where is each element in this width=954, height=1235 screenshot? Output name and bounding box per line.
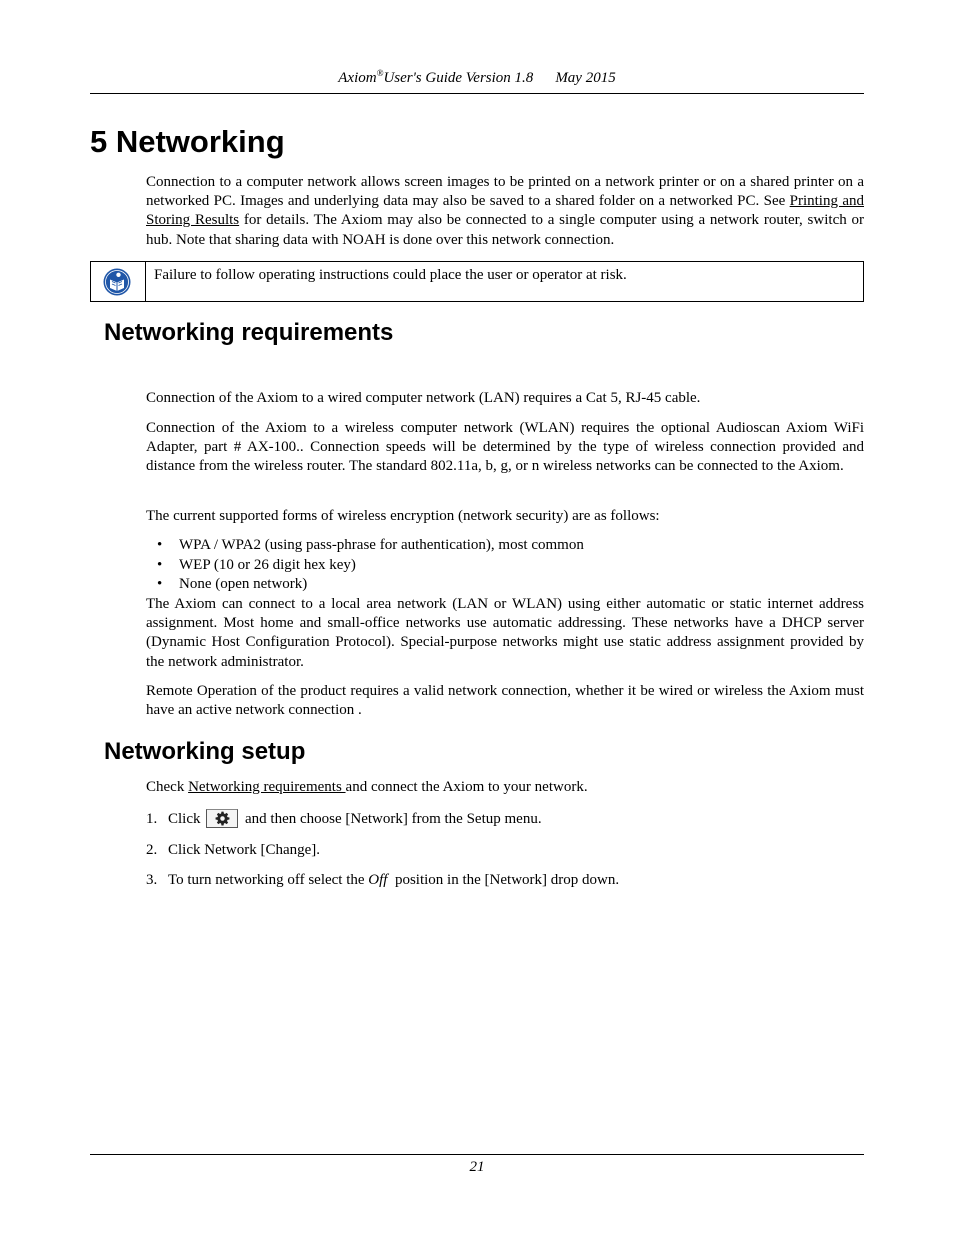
list-item: • None (open network) [157, 576, 308, 592]
list-item: • WPA / WPA2 (using pass-phrase for authentication), most common [157, 537, 584, 553]
chapter-title: 5 Networking [90, 124, 285, 159]
list-item-text: WEP (10 or 26 digit hex key) [179, 556, 356, 573]
intro-text-b: for details. The Axiom may also be connected to a single computer using a network router, switch or hub. Note that sharing data with NOAH is done over this network connection. [146, 212, 864, 248]
step-number: 3. [146, 872, 158, 888]
list-item-text: WPA / WPA2 (using pass-phrase for authentication), most common [179, 537, 584, 553]
step-emphasis: Off [368, 872, 388, 888]
list-item: • WEP (10 or 26 digit hex key) [157, 556, 356, 573]
setup-intro-a: Check [146, 779, 189, 795]
step-text-a: To turn networking off select the [168, 872, 369, 888]
encryption-list [146, 536, 864, 595]
chapter-intro [146, 173, 864, 250]
networking-requirements-link[interactable]: Networking requirements [188, 779, 346, 795]
setup-intro-b: and connect the Axiom to your network. [345, 779, 588, 795]
step-2 [146, 841, 320, 860]
setup-intro [146, 778, 864, 797]
step-text-b: and then choose [Network] from the Setup menu. [245, 811, 542, 827]
notice-icon-cell [91, 262, 146, 301]
step-text: Click Network [Change]. [168, 842, 321, 858]
header-date: May 2015 [555, 70, 616, 86]
step-number: 2. [146, 842, 158, 858]
registered-mark: ® [376, 68, 384, 78]
step-number: 1. [146, 811, 158, 827]
header-product: Axiom [338, 70, 377, 86]
requirements-p5: Remote Operation of the product requires a valid network connection, whether it be wired or wireless the Axiom must have an active network connection . [146, 683, 864, 719]
requirements-p2: Connection of the Axiom to a wireless computer network (WLAN) requires the optional Audioscan Axiom WiFi Adapter, part # AX-100.. Connection speeds will be determined by the type of wireless connection provided and distance from the wireless router. The standard 802.11a, b, g, or n wireless networks can be connected to the Axiom. [146, 420, 864, 475]
section-heading-setup: Networking setup [104, 738, 306, 765]
list-item-text: None (open network) [179, 576, 308, 592]
step-1 [146, 809, 542, 829]
notice-text: Failure to follow operating instructions could place the user or operator at risk. [154, 267, 627, 283]
header-rule [90, 93, 864, 94]
running-header [90, 68, 864, 87]
page-number: 21 [469, 1159, 485, 1175]
header-guide-title: User's Guide Version 1.8 [383, 70, 534, 86]
requirements-p3: The current supported forms of wireless encryption (network security) are as follows: [146, 508, 660, 524]
gear-icon [215, 811, 230, 826]
safety-notice [90, 261, 864, 302]
step-text-a: Click [168, 811, 201, 827]
step-text-b: position in the [Network] drop down. [387, 872, 620, 888]
section-heading-requirements: Networking requirements [104, 319, 394, 346]
printing-storing-results-link[interactable]: Printing and Storing Results [146, 193, 864, 229]
footer-rule [90, 1154, 864, 1155]
intro-text-a: Connection to a computer network allows screen images to be printed on a network printer or on a shared printer on a networked PC. Images and underlying data may also be saved to a shared folder on a networked PC. See [146, 174, 864, 210]
requirements-p4: The Axiom can connect to a local area network (LAN or WLAN) using either automatic or static internet address assignment. Most home and small-office networks use automatic addressing. These networks have a DHCP server (Dynamic Host Configuration Protocol). Special-purpose networks might use static address assignment provided by the network administrator. [146, 596, 864, 670]
step-3 [146, 871, 619, 890]
requirements-p1: Connection of the Axiom to a wired computer network (LAN) requires a Cat 5, RJ-45 cable. [146, 390, 701, 406]
setup-gear-button[interactable] [206, 809, 238, 828]
read-manual-icon [103, 268, 131, 296]
